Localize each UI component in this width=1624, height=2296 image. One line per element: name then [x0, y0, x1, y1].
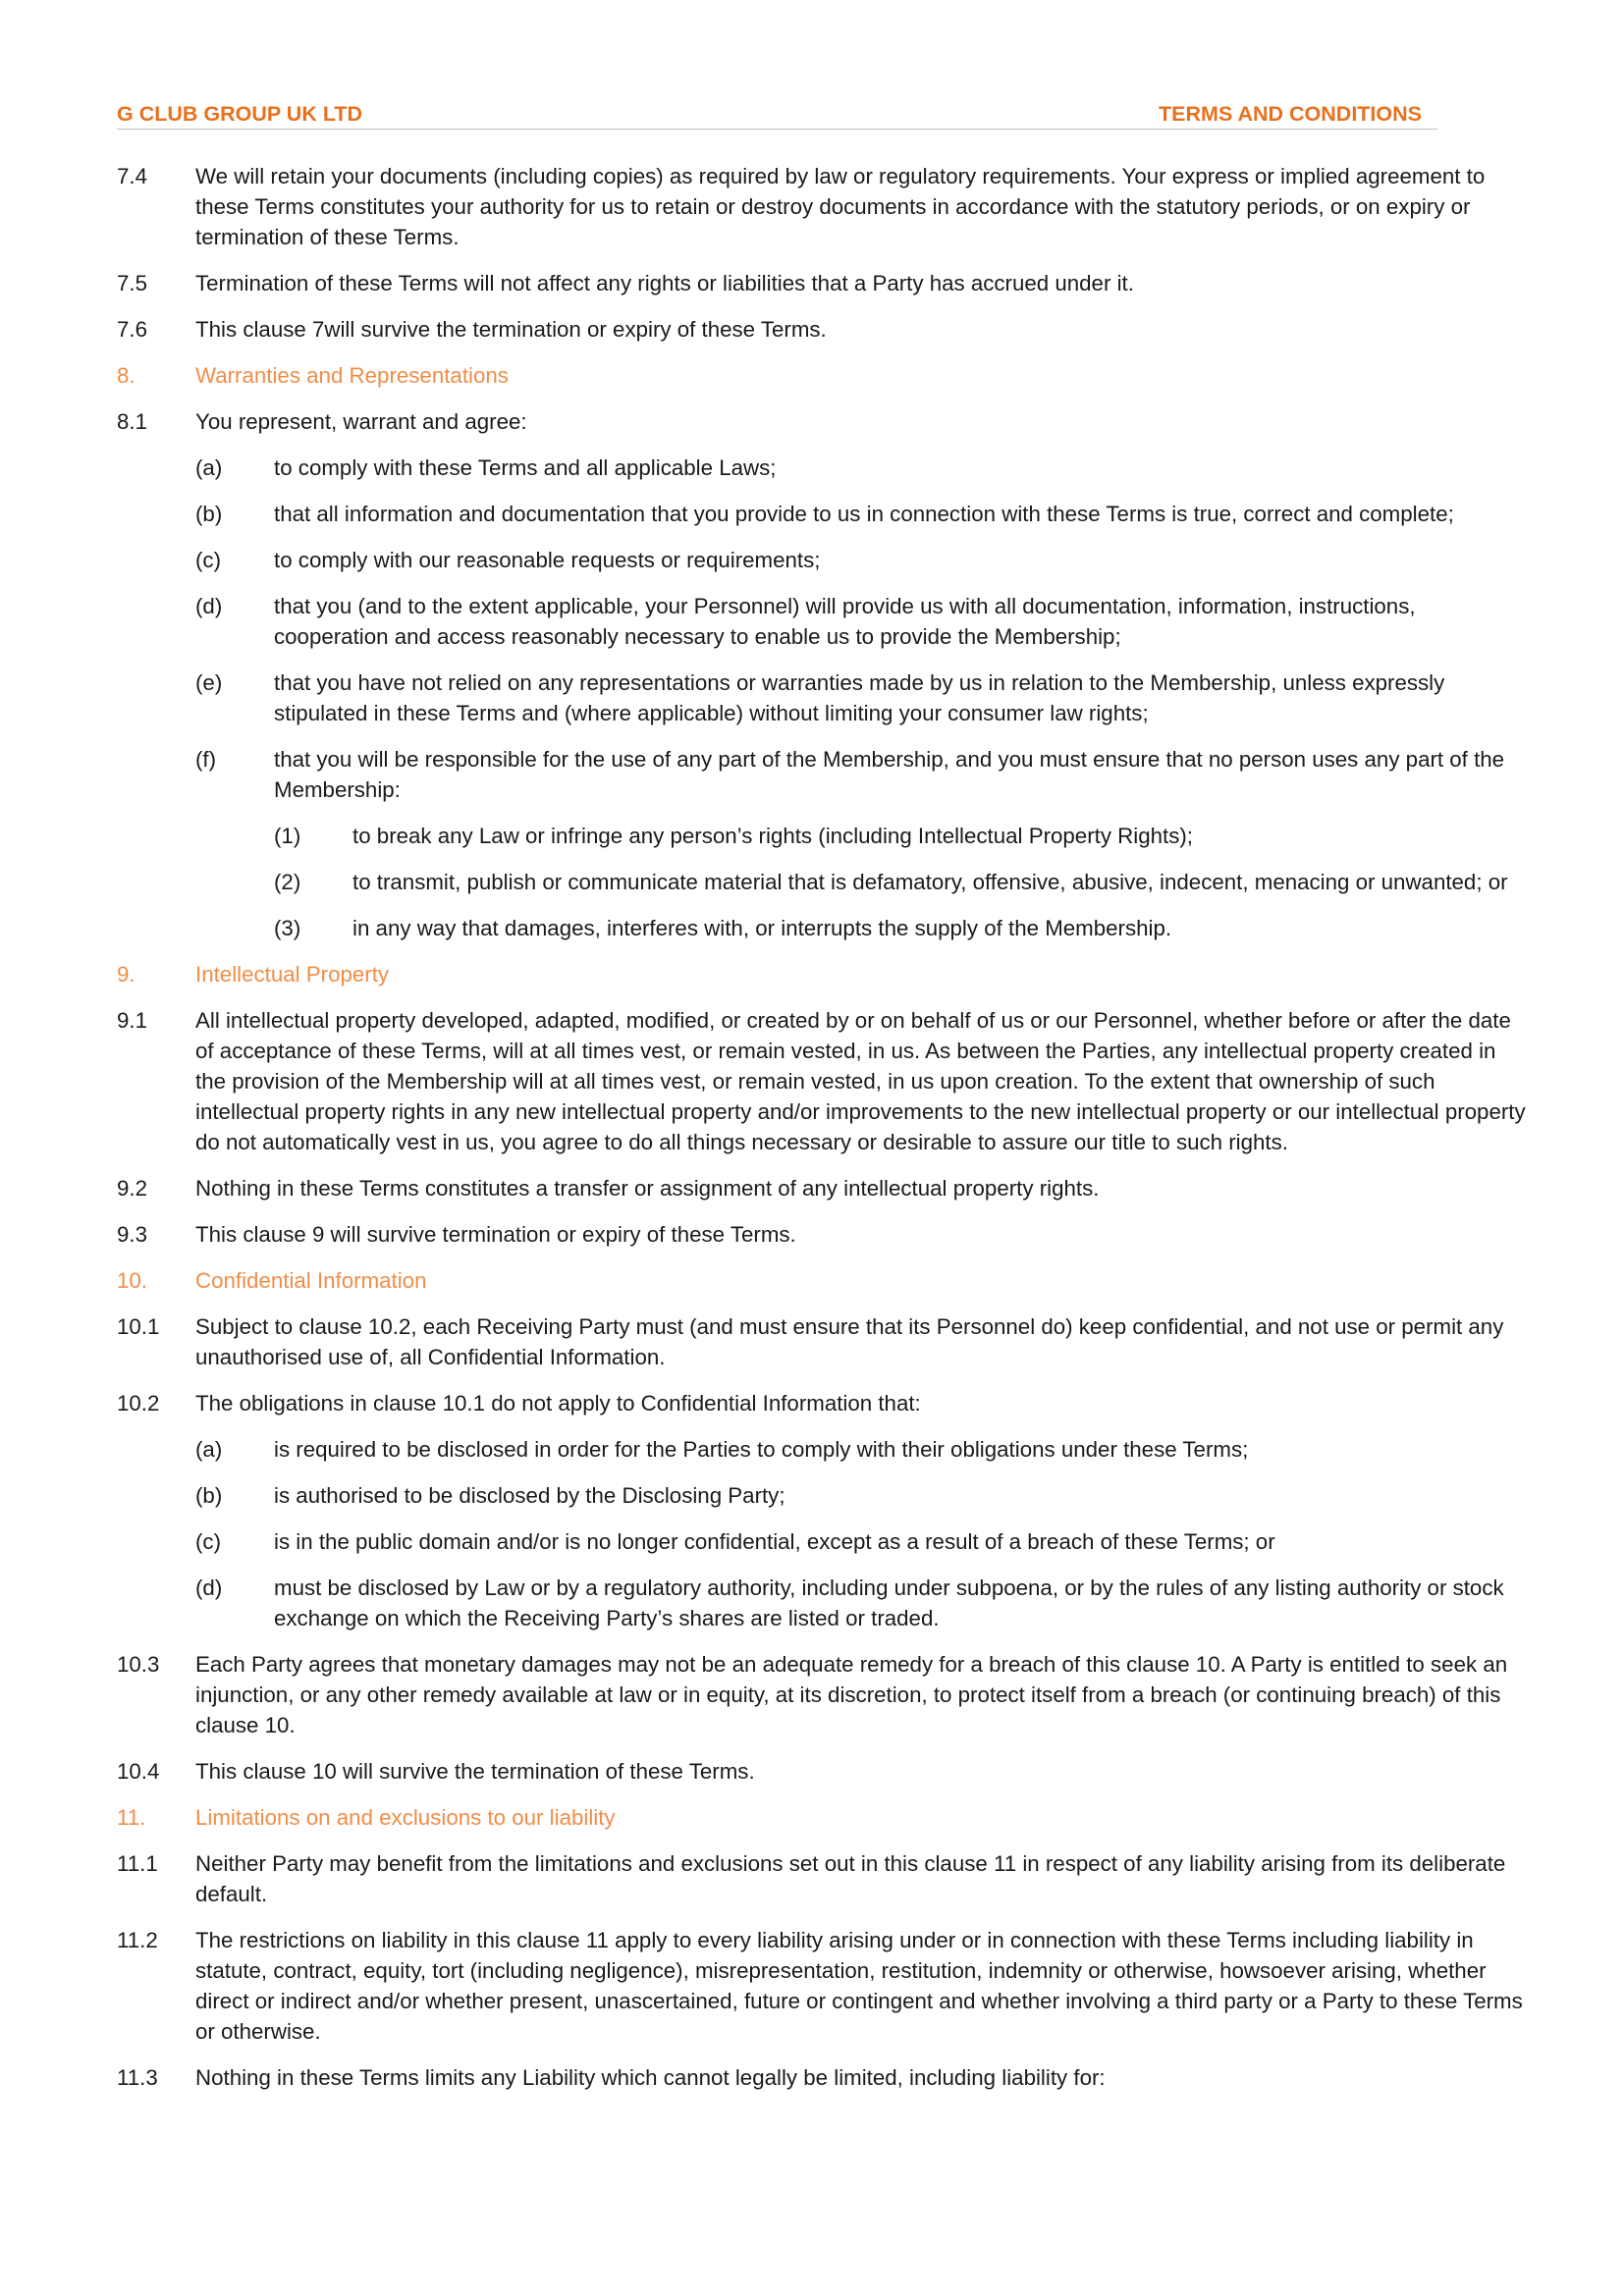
clause-number: (d)	[195, 594, 223, 618]
clause-text: Nothing in these Terms limits any Liability which cannot legally be limited, including liability for:	[195, 2065, 1106, 2090]
clause-text: in any way that damages, interferes with, or interrupts the supply of the Membership.	[352, 916, 1172, 940]
clause-number: 11.1	[117, 1851, 158, 1876]
clause-text: is in the public domain and/or is no longer confidential, except as a result of a breach of these Terms; or	[274, 1529, 1275, 1554]
page-header	[117, 97, 1437, 130]
clause-text: All intellectual property developed, adapted, modified, or created by or on behalf of us or our Personnel, whether before or after the date of acceptance of these Terms, will at all times vest, or remain vested, in us. As between the Parties, any intellectual property created in the provision of the Membership will at all times vest, or remain vested, in us upon creation. To the extent that ownership of such intellectual property rights in any new intellectual property and/or improvements to the new intellectual property or our intellectual property do not automatically vest in us, you agree to do all things necessary or desirable to assure our title to such rights.	[195, 1008, 1526, 1154]
clause-text: This clause 7will survive the termination or expiry of these Terms.	[195, 317, 827, 342]
document-title: TERMS AND CONDITIONS	[1159, 102, 1422, 126]
clause-number: 9.2	[117, 1176, 147, 1201]
clause-text: to comply with these Terms and all applicable Laws;	[274, 455, 777, 480]
clause-number: 9.1	[117, 1008, 147, 1033]
clause-item	[117, 314, 1531, 345]
section-heading	[117, 1265, 1531, 1296]
clause-text: to comply with our reasonable requests or requirements;	[274, 548, 821, 572]
clause-number: 7.6	[117, 317, 147, 342]
clause-number: (2)	[274, 870, 301, 894]
clause-item	[117, 1925, 1531, 2047]
clause-item	[117, 1649, 1531, 1740]
clause-number: (a)	[195, 1437, 223, 1462]
heading-text: Intellectual Property	[195, 962, 390, 987]
clause-item	[117, 1219, 1531, 1250]
section-heading	[117, 1802, 1531, 1833]
clause-item	[117, 1388, 1531, 1418]
clause-number: 10.2	[117, 1391, 160, 1415]
clause-item	[117, 499, 1531, 529]
clause-item	[117, 821, 1531, 851]
clause-number: 11.3	[117, 2065, 158, 2090]
section-heading	[117, 959, 1531, 989]
clause-number: (c)	[195, 548, 221, 572]
clause-number: (c)	[195, 1529, 221, 1554]
clause-text: that you have not relied on any representations or warranties made by us in relation to the Membership, unless expressly stipulated in these Terms and (where applicable) without limiting your consumer law rights;	[274, 670, 1445, 725]
clause-number: 11.2	[117, 1928, 158, 1952]
clause-number: (b)	[195, 502, 223, 526]
clause-text: Subject to clause 10.2, each Receiving Party must (and must ensure that its Personnel do) keep confidential, and not use or permit any unauthorised use of, all Confidential Information.	[195, 1314, 1504, 1369]
clause-item	[117, 406, 1531, 437]
clause-text: to break any Law or infringe any person’s rights (including Intellectual Property Rights);	[352, 824, 1193, 848]
clause-item	[117, 744, 1531, 805]
clause-item	[117, 2062, 1531, 2093]
clause-text: Termination of these Terms will not affect any rights or liabilities that a Party has accrued under it.	[195, 271, 1134, 295]
clause-number: 10.4	[117, 1759, 160, 1784]
clause-list	[117, 161, 1531, 2109]
clause-text: is required to be disclosed in order for the Parties to comply with their obligations under these Terms;	[274, 1437, 1249, 1462]
clause-text: that you will be responsible for the use of any part of the Membership, and you must ensure that no person uses any part of the Membership:	[274, 747, 1505, 802]
clause-number: (f)	[195, 747, 217, 772]
clause-text: Each Party agrees that monetary damages may not be an adequate remedy for a breach of this clause 10. A Party is entitled to seek an injunction, or any other remedy available at law or in equity, at its discretion, to protect itself from a breach (or continuing breach) of this clause 10.	[195, 1652, 1508, 1737]
clause-number: 8.	[117, 363, 135, 388]
heading-text: Limitations on and exclusions to our liability	[195, 1805, 616, 1830]
clause-text: that all information and documentation that you provide to us in connection with these Terms is true, correct and complete;	[274, 502, 1454, 526]
clause-item	[117, 1848, 1531, 1909]
clause-text: This clause 10 will survive the termination of these Terms.	[195, 1759, 755, 1784]
clause-number: (b)	[195, 1483, 223, 1508]
clause-text: The restrictions on liability in this clause 11 apply to every liability arising under or in connection with these Terms including liability in statute, contract, equity, tort (including negligence), misrepresentation, restitution, indemnity or otherwise, howsoever arising, whether direct or indirect and/or whether present, unascertained, future or contingent and whether involving a third party or a Party to these Terms or otherwise.	[195, 1928, 1523, 2044]
clause-number: 8.1	[117, 409, 147, 434]
clause-item	[117, 1005, 1531, 1157]
clause-item	[117, 1173, 1531, 1203]
section-heading	[117, 360, 1531, 391]
clause-number: 9.	[117, 962, 135, 987]
clause-item	[117, 1573, 1531, 1633]
clause-item	[117, 161, 1531, 252]
clause-item	[117, 591, 1531, 652]
clause-text: This clause 9 will survive termination or expiry of these Terms.	[195, 1222, 796, 1247]
clause-item	[117, 667, 1531, 728]
heading-text: Warranties and Representations	[195, 363, 509, 388]
clause-item	[117, 867, 1531, 897]
clause-number: (3)	[274, 916, 301, 940]
clause-item	[117, 545, 1531, 575]
clause-number: 10.3	[117, 1652, 160, 1677]
clause-text: We will retain your documents (including copies) as required by law or regulatory requirements. Your express or implied agreement to these Terms constitutes your authority for us to retain or destroy documents in accordance with the statutory periods, or on expiry or termination of these Terms.	[195, 164, 1486, 249]
clause-item	[117, 268, 1531, 298]
clause-item	[117, 1434, 1531, 1465]
clause-text: must be disclosed by Law or by a regulatory authority, including under subpoena, or by the rules of any listing authority or stock exchange on which the Receiving Party’s shares are listed or traded.	[274, 1575, 1504, 1630]
clause-text: Neither Party may benefit from the limitations and exclusions set out in this clause 11 in respect of any liability arising from its deliberate default.	[195, 1851, 1506, 1906]
clause-number: 7.5	[117, 271, 147, 295]
clause-number: 7.4	[117, 164, 147, 188]
clause-text: that you (and to the extent applicable, your Personnel) will provide us with all documentation, information, instructions, cooperation and access reasonably necessary to enable us to provide the Membership;	[274, 594, 1416, 649]
clause-item	[117, 1311, 1531, 1372]
clause-text: The obligations in clause 10.1 do not apply to Confidential Information that:	[195, 1391, 921, 1415]
clause-item	[117, 1526, 1531, 1557]
company-name: G CLUB GROUP UK LTD	[117, 102, 363, 126]
clause-text: You represent, warrant and agree:	[195, 409, 527, 434]
clause-number: (d)	[195, 1575, 223, 1600]
clause-number: (a)	[195, 455, 223, 480]
clause-number: 9.3	[117, 1222, 147, 1247]
clause-number: (e)	[195, 670, 223, 695]
clause-item	[117, 1756, 1531, 1787]
clause-item	[117, 453, 1531, 483]
clause-number: 11.	[117, 1805, 146, 1830]
clause-text: to transmit, publish or communicate material that is defamatory, offensive, abusive, indecent, menacing or unwanted; or	[352, 870, 1508, 894]
clause-text: is authorised to be disclosed by the Disclosing Party;	[274, 1483, 785, 1508]
clause-number: 10.	[117, 1268, 147, 1293]
clause-item	[117, 1480, 1531, 1511]
clause-item	[117, 913, 1531, 943]
heading-text: Confidential Information	[195, 1268, 427, 1293]
clause-number: (1)	[274, 824, 301, 848]
clause-text: Nothing in these Terms constitutes a transfer or assignment of any intellectual property rights.	[195, 1176, 1100, 1201]
clause-number: 10.1	[117, 1314, 160, 1339]
